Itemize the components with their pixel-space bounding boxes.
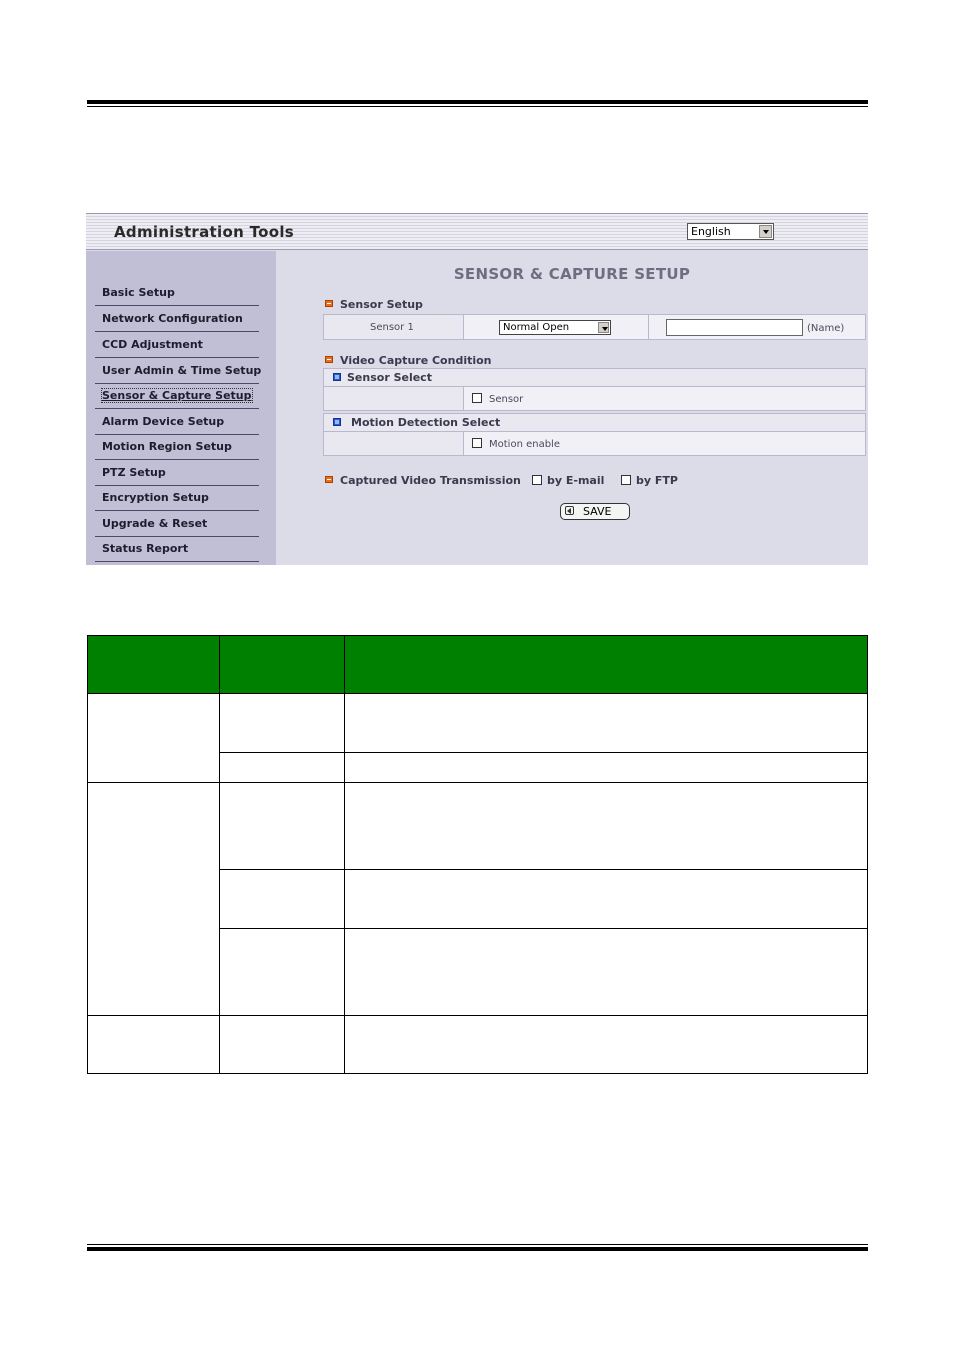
sub-bullet-icon (333, 418, 341, 426)
transmission-label: Captured Video Transmission (340, 474, 521, 487)
back-arrow-icon (565, 506, 574, 515)
table-header-cell (220, 636, 345, 694)
sensor-mode-select[interactable] (499, 320, 611, 335)
table-cell (345, 694, 868, 753)
admin-screenshot (86, 213, 868, 565)
header-rule-thin (87, 106, 868, 107)
video-capture-heading: Video Capture Condition (340, 354, 492, 367)
sidebar-item-alarm-device[interactable] (95, 410, 259, 435)
header-top-line (86, 213, 868, 214)
table-cell (88, 783, 220, 1016)
sidebar-item-label: Upgrade & Reset (102, 517, 208, 530)
ftp-checkbox-label: by FTP (636, 474, 678, 487)
sidebar-item-ccd-adjustment[interactable] (95, 333, 259, 358)
sidebar-item-label: Network Configuration (102, 312, 243, 325)
chevron-down-icon[interactable] (598, 322, 609, 333)
sidebar-item-label: PTZ Setup (102, 466, 166, 479)
table-cell (345, 783, 868, 870)
sensor-label: Sensor 1 (370, 322, 414, 333)
section-bullet-icon (325, 300, 333, 307)
table-header-row (88, 636, 868, 694)
sidebar-item-label: Alarm Device Setup (102, 415, 225, 428)
section-bullet-icon (325, 476, 333, 483)
chevron-down-icon[interactable] (759, 225, 772, 238)
sensor-checkbox[interactable] (472, 393, 482, 403)
table-header-cell (88, 636, 220, 694)
sidebar-item-basic-setup[interactable] (95, 281, 259, 306)
save-button[interactable] (560, 503, 630, 520)
sidebar-item-encryption-setup[interactable] (95, 486, 259, 511)
sidebar-item-sensor-capture[interactable] (95, 384, 259, 409)
sensor-check-cell (463, 386, 866, 411)
sidebar-item-motion-region[interactable] (95, 435, 259, 460)
email-checkbox[interactable] (532, 475, 542, 485)
table-cell (88, 1016, 220, 1074)
motion-check-cell (463, 431, 866, 456)
sensor-checkbox-label: Sensor (489, 394, 524, 405)
table-row (88, 783, 868, 870)
table-cell (88, 694, 220, 783)
table-cell (345, 929, 868, 1016)
sensor-name-cell (648, 314, 866, 340)
motion-select-row (323, 413, 866, 432)
sensor-name-hint: (Name) (807, 323, 845, 334)
description-table (87, 635, 868, 1074)
language-select[interactable] (687, 223, 774, 240)
sidebar (86, 251, 276, 565)
sidebar-item-upgrade-reset[interactable] (95, 512, 259, 537)
table-cell (345, 1016, 868, 1074)
sensor-name-input[interactable] (666, 319, 803, 336)
table-cell (220, 783, 345, 870)
footer-rule-thin (87, 1244, 868, 1245)
sidebar-item-label: CCD Adjustment (102, 338, 203, 351)
sidebar-item-label: Status Report (102, 542, 189, 555)
sensor-setup-heading: Sensor Setup (340, 298, 423, 311)
sidebar-item-label: Basic Setup (102, 286, 175, 299)
sensor-mode-cell (463, 314, 649, 340)
sidebar-item-label: Encryption Setup (102, 491, 209, 504)
motion-checkbox-label: Motion enable (489, 439, 560, 450)
table-cell (220, 694, 345, 753)
admin-title: Administration Tools (114, 223, 294, 241)
table-row (88, 1016, 868, 1074)
sensor-check-label-cell (323, 386, 464, 411)
sensor-label-cell (323, 314, 464, 340)
sidebar-item-network-configuration[interactable] (95, 307, 259, 332)
sidebar-item-status-report[interactable] (95, 537, 259, 562)
table-cell (345, 870, 868, 929)
ftp-checkbox[interactable] (621, 475, 631, 485)
table-cell (220, 870, 345, 929)
footer-rule-thick (87, 1247, 868, 1251)
sidebar-item-label: User Admin & Time Setup (102, 364, 262, 377)
table-row (88, 694, 868, 753)
section-bullet-icon (325, 356, 333, 363)
sidebar-item-user-admin[interactable] (95, 359, 262, 384)
sensor-mode-value: Normal Open (503, 322, 570, 333)
table-cell (220, 1016, 345, 1074)
sidebar-item-label: Motion Region Setup (102, 440, 232, 453)
sensor-select-row (323, 368, 866, 387)
motion-checkbox[interactable] (472, 438, 482, 448)
table-cell (220, 753, 345, 783)
email-checkbox-label: by E-mail (547, 474, 605, 487)
sidebar-item-label: Sensor & Capture Setup (102, 389, 252, 402)
sidebar-item-ptz-setup[interactable] (95, 461, 259, 486)
language-value: English (691, 225, 731, 238)
table-cell (220, 929, 345, 1016)
motion-select-heading: Motion Detection Select (351, 416, 501, 429)
sensor-select-heading: Sensor Select (347, 371, 432, 384)
admin-header-bar (86, 213, 868, 250)
table-header-cell (345, 636, 868, 694)
motion-check-label-cell (323, 431, 464, 456)
header-rule-thick (87, 100, 868, 104)
header-bottom-line (86, 249, 868, 250)
save-button-label: SAVE (583, 505, 612, 518)
sub-bullet-icon (333, 373, 341, 381)
main-content (276, 251, 868, 565)
table-cell (345, 753, 868, 783)
page-title: SENSOR & CAPTURE SETUP (453, 265, 691, 283)
